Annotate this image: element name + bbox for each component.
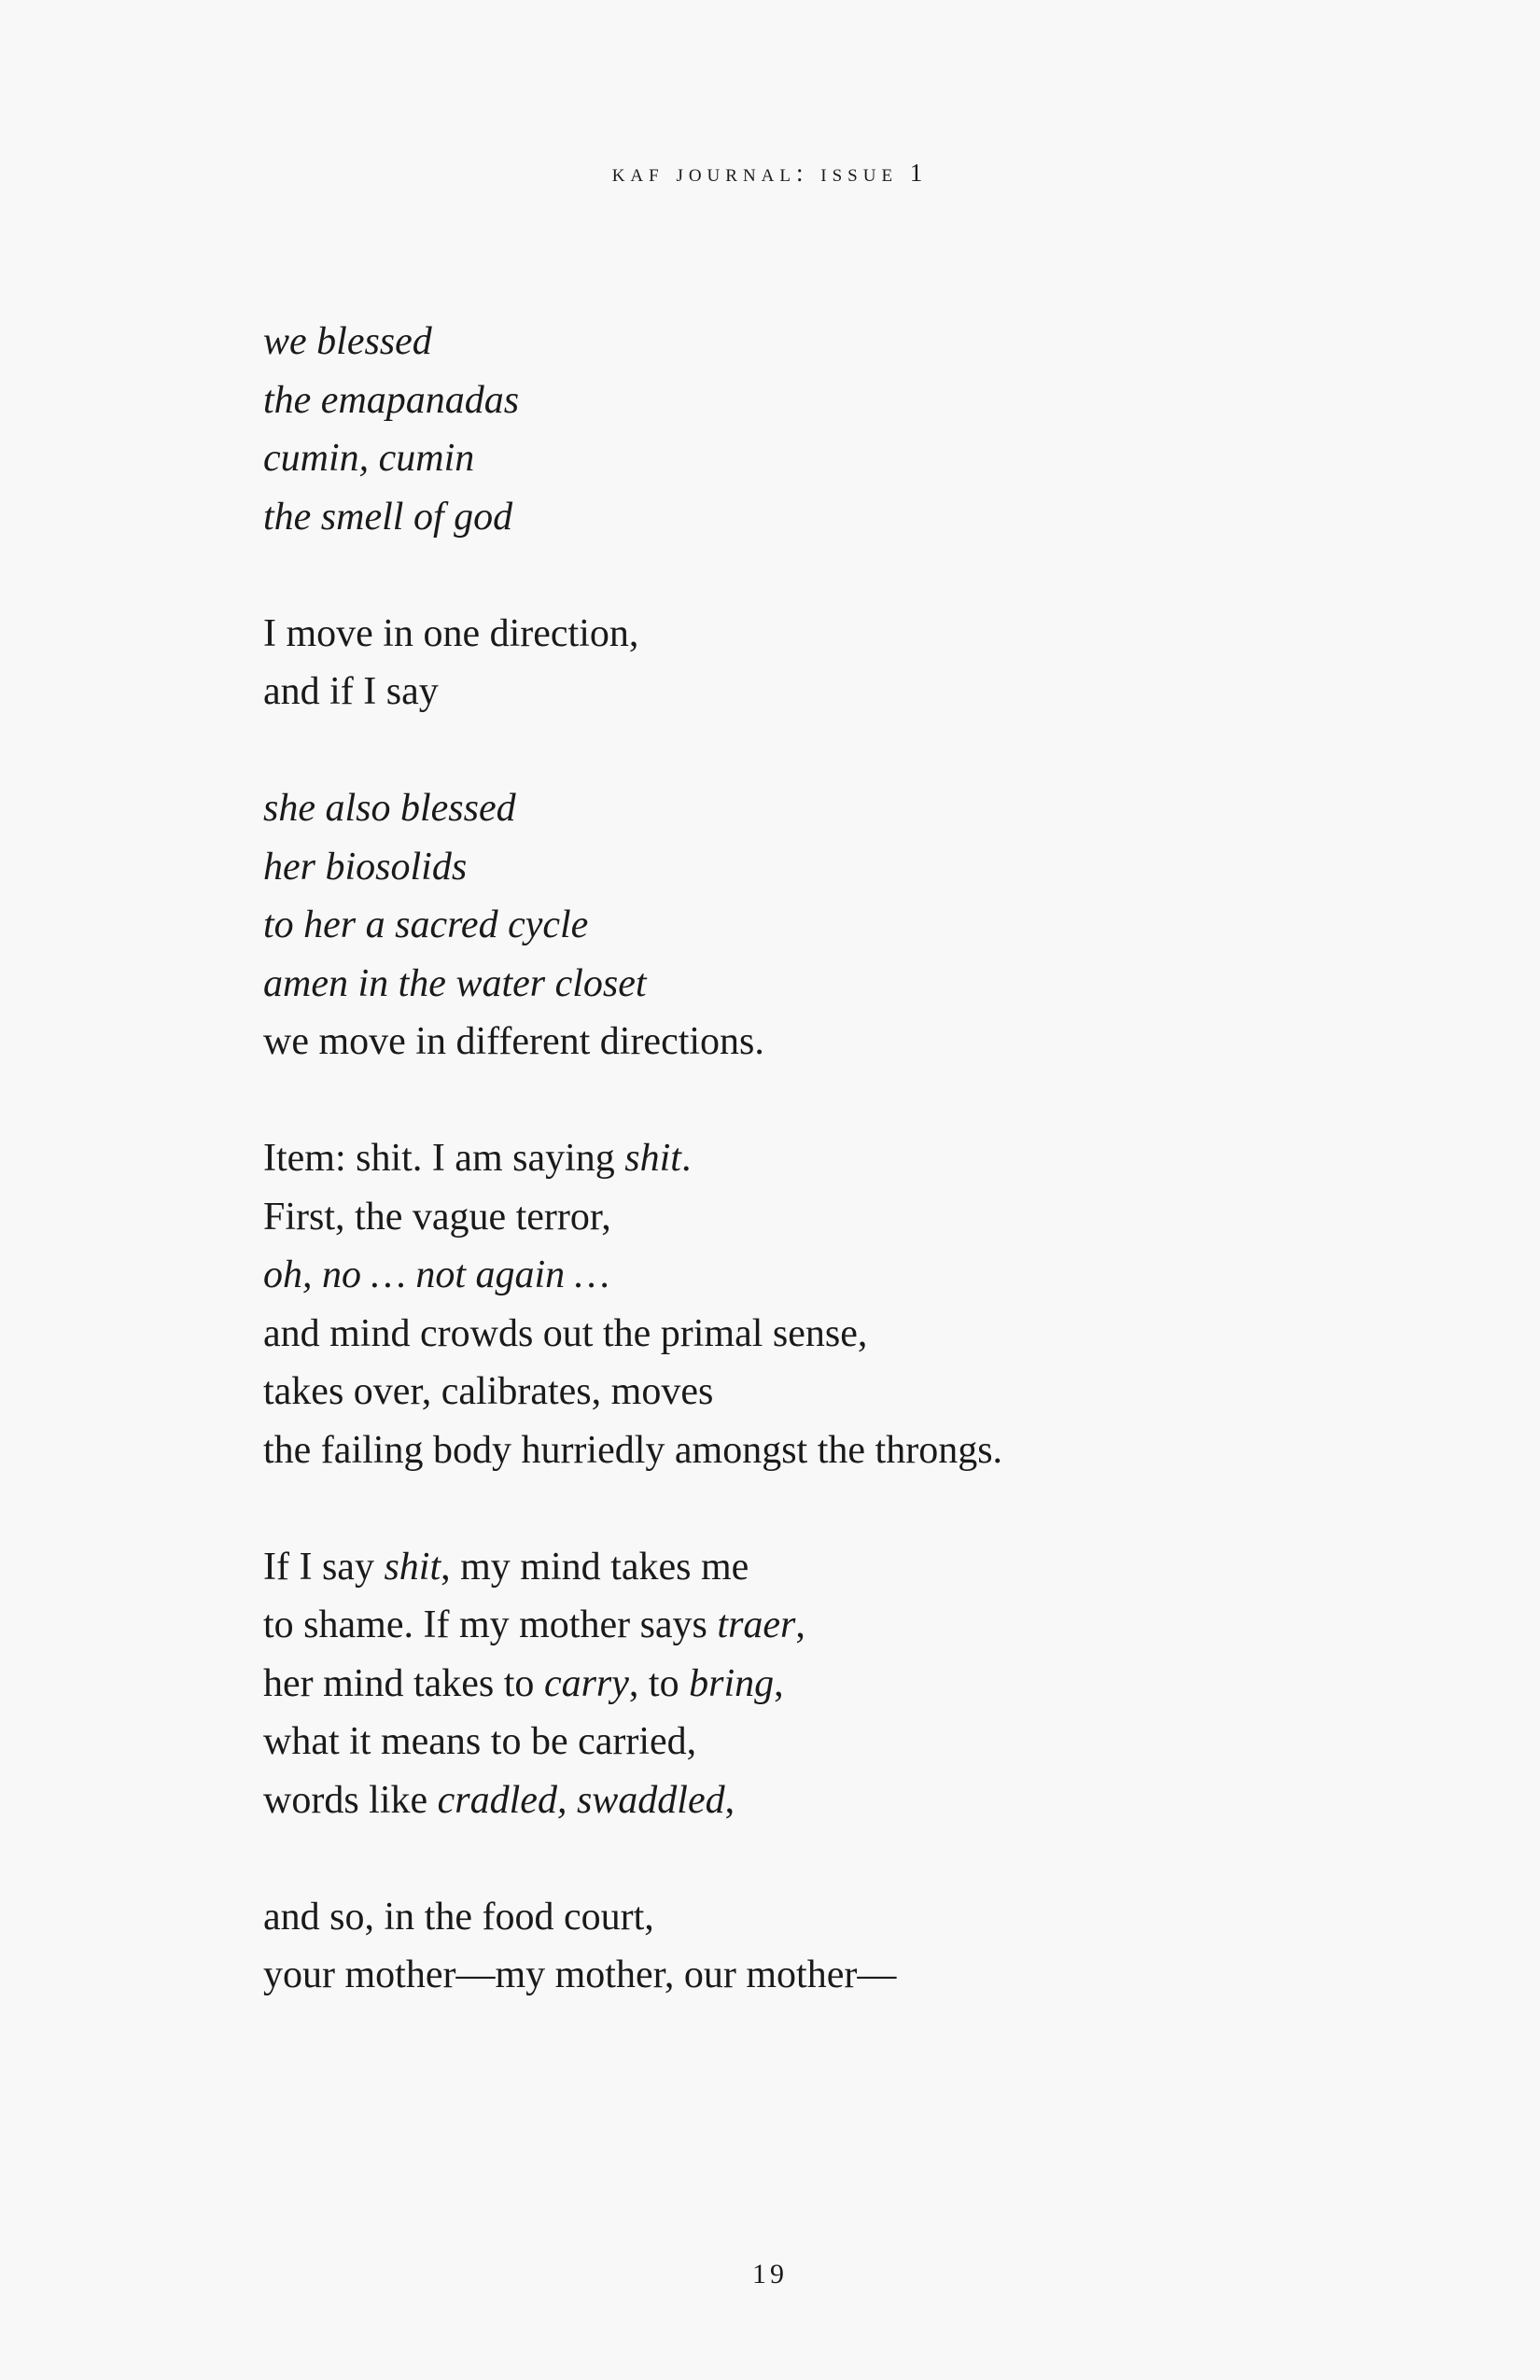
italic-text: her biosolids xyxy=(263,845,468,889)
stanza xyxy=(263,605,1337,721)
roman-text: Item: shit. I am saying xyxy=(263,1137,625,1180)
roman-text: , xyxy=(795,1603,805,1646)
roman-text: , xyxy=(774,1661,784,1705)
italic-text: oh, no … not again … xyxy=(263,1253,610,1296)
poem-body xyxy=(263,313,1337,2063)
poem-line xyxy=(263,605,1337,664)
roman-text: . xyxy=(680,1137,692,1180)
poem-line xyxy=(263,313,1337,371)
roman-text: words like xyxy=(263,1778,438,1822)
italic-text: shit xyxy=(384,1545,441,1589)
poem-line xyxy=(263,1129,1337,1188)
roman-text: we move in different directions. xyxy=(263,1020,764,1063)
running-header: kaf journal: issue 1 xyxy=(611,159,929,187)
roman-text: your mother—my mother, our mother— xyxy=(263,1953,897,1996)
stanza xyxy=(263,313,1337,546)
roman-text: First, the vague terror, xyxy=(263,1195,611,1239)
poem-line xyxy=(263,1013,1337,1071)
italic-text: shit xyxy=(624,1137,681,1180)
poem-line xyxy=(263,1305,1337,1364)
poem-line xyxy=(263,955,1337,1014)
poem-line xyxy=(263,1771,1337,1830)
poem-line xyxy=(263,838,1337,897)
poem-line xyxy=(263,371,1337,430)
stanza xyxy=(263,1129,1337,1479)
roman-text: her mind takes to xyxy=(263,1661,544,1705)
roman-text: , xyxy=(724,1778,735,1822)
poem-line xyxy=(263,896,1337,955)
roman-text: what it means to be carried, xyxy=(263,1720,697,1763)
poem-line xyxy=(263,1888,1337,1947)
roman-text: and mind crowds out the primal sense, xyxy=(263,1311,868,1355)
page-number: 19 xyxy=(752,2259,788,2289)
italic-text: cradled, swaddled xyxy=(437,1778,725,1822)
poem-line xyxy=(263,488,1337,547)
italic-text: the smell of god xyxy=(263,495,513,539)
poem-line xyxy=(263,1363,1337,1421)
roman-text: to shame. If my mother says xyxy=(263,1603,718,1646)
poem-line xyxy=(263,1655,1337,1714)
poem-line xyxy=(263,1596,1337,1655)
roman-text: and so, in the food court, xyxy=(263,1895,654,1939)
poem-line xyxy=(263,663,1337,721)
italic-text: bring xyxy=(689,1661,775,1705)
roman-text: , to xyxy=(628,1661,690,1705)
poem-line xyxy=(263,1713,1337,1771)
stanza xyxy=(263,779,1337,1071)
stanza xyxy=(263,1888,1337,2005)
poem-line xyxy=(263,1538,1337,1597)
italic-text: traer xyxy=(717,1603,796,1646)
italic-text: we blessed xyxy=(263,320,432,363)
roman-text: If I say xyxy=(263,1545,385,1589)
poem-line xyxy=(263,429,1337,488)
roman-text: takes over, calibrates, moves xyxy=(263,1370,714,1413)
italic-text: the emapanadas xyxy=(263,378,520,422)
italic-text: amen in the water closet xyxy=(263,961,647,1005)
italic-text: cumin, cumin xyxy=(263,437,475,480)
poem-line xyxy=(263,1188,1337,1247)
poem-line xyxy=(263,1421,1337,1480)
stanza xyxy=(263,1538,1337,1830)
italic-text: she also blessed xyxy=(263,787,516,830)
poem-line xyxy=(263,1246,1337,1305)
roman-text: I move in one direction, xyxy=(263,611,639,655)
italic-text: to her a sacred cycle xyxy=(263,903,589,946)
poem-line xyxy=(263,779,1337,838)
italic-text: carry xyxy=(543,1661,629,1705)
roman-text: and if I say xyxy=(263,670,439,713)
poem-line xyxy=(263,1946,1337,2005)
roman-text: the failing body hurriedly amongst the throngs. xyxy=(263,1428,1003,1472)
roman-text: , my mind takes me xyxy=(441,1545,749,1589)
